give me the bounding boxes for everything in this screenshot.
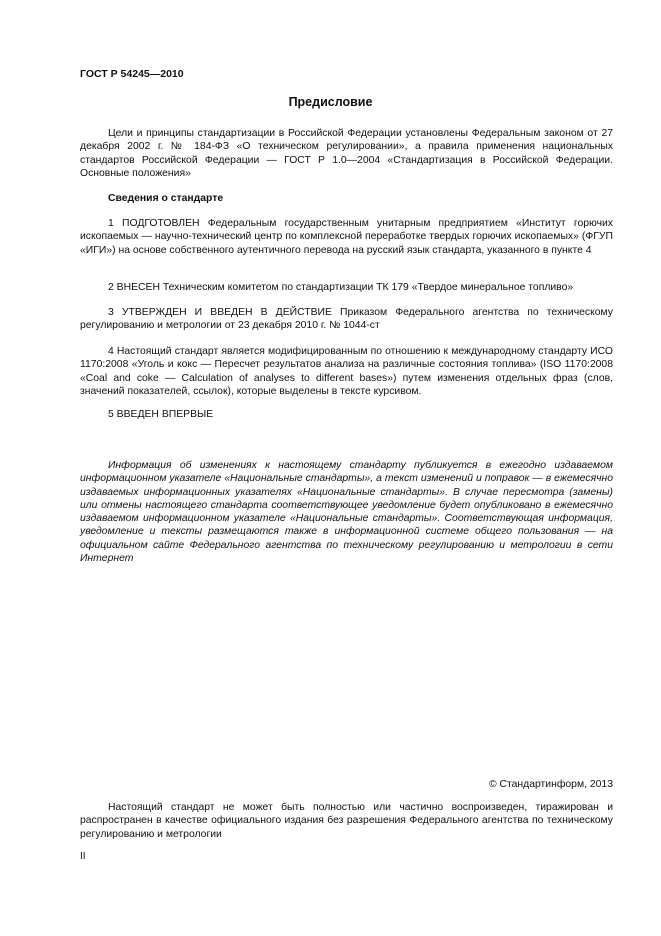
reproduction-notice-text: Настоящий стандарт не может быть полностью или частично воспроизведен, тиражирован и распространен в качестве официального издания без разрешения Федерального агентства по техническому регулированию и метрологии <box>80 802 613 840</box>
item-2-text: 2 ВНЕСЕН Техническим комитетом по стандартизации ТК 179 «Твердое минеральное топливо» <box>108 282 574 293</box>
copyright: © Стандартинформ, 2013 <box>488 779 613 790</box>
intro-paragraph <box>80 127 613 180</box>
document-code: ГОСТ Р 54245—2010 <box>80 68 184 80</box>
intro-text: Цели и принципы стандартизации в Российской Федерации установлены Федеральным законом от 27 декабря 2002 г. № 184-ФЗ «О техническом регулировании», а правила применения национальных стандартов Российской Федерации — ГОСТ Р 1.0—2004 «Стандартизация в Российской Федерации. Основные положения» <box>80 128 613 179</box>
item-2 <box>80 281 613 294</box>
item-3 <box>80 306 613 333</box>
reproduction-notice <box>80 801 613 841</box>
section-heading: Сведения о стандарте <box>108 193 224 204</box>
page-title: Предисловие <box>288 95 373 109</box>
notice-text: Информация об изменениях к настоящему стандарту публикуется в ежегодно издаваемом информационном указателе «Национальные стандарты», а текст изменений и поправок — в ежемесячно издаваемых информационных указателях «Национальные стандарты». В случае пересмотра (замены) или отмены настоящего стандарта соответствующее уведомление будет опубликовано в ежемесячно издаваемом информационном указателе «Национальные стандарты». Соответствующая информация, уведомление и тексты размещаются также в информационной системе общего пользования — на официальном сайте Федерального агентства по техническому регулированию и метрологии в сети Интернет <box>80 460 613 565</box>
item-5-text: 5 ВВЕДЕН ВПЕРВЫЕ <box>108 409 214 420</box>
item-1 <box>80 217 613 257</box>
item-4 <box>80 345 613 398</box>
notice-paragraph <box>80 459 613 565</box>
item-5 <box>80 408 613 421</box>
item-3-text: 3 УТВЕРЖДЕН И ВВЕДЕН В ДЕЙСТВИЕ Приказом Федерального агентства по техническому регулированию и метрологии от 23 декабря 2010 г. № 1044-ст <box>80 307 613 332</box>
item-1-text: 1 ПОДГОТОВЛЕН Федеральным государственным унитарным предприятием «Институт горючих ископаемых — научно-технический центр по комплексной переработке твердых горючих ископаемых» (ФГУП «ИГИ») на основе собственного аутентичного перевода на русский язык стандарта, указанного в пункте 4 <box>80 218 613 256</box>
item-4-text: 4 Настоящий стандарт является модифицированным по отношению к международному стандарту ИСО 1170:2008 «Уголь и кокс — Пересчет результатов анализа на различные состояния топлива» (ISO 1170:2008 «Coal and coke — Calculation of analyses to different bases») путем изменения отдельных фраз (слов, значений показателей, ссылок), которые выделены в тексте курсивом. <box>80 346 613 397</box>
page-number: II <box>80 851 86 862</box>
